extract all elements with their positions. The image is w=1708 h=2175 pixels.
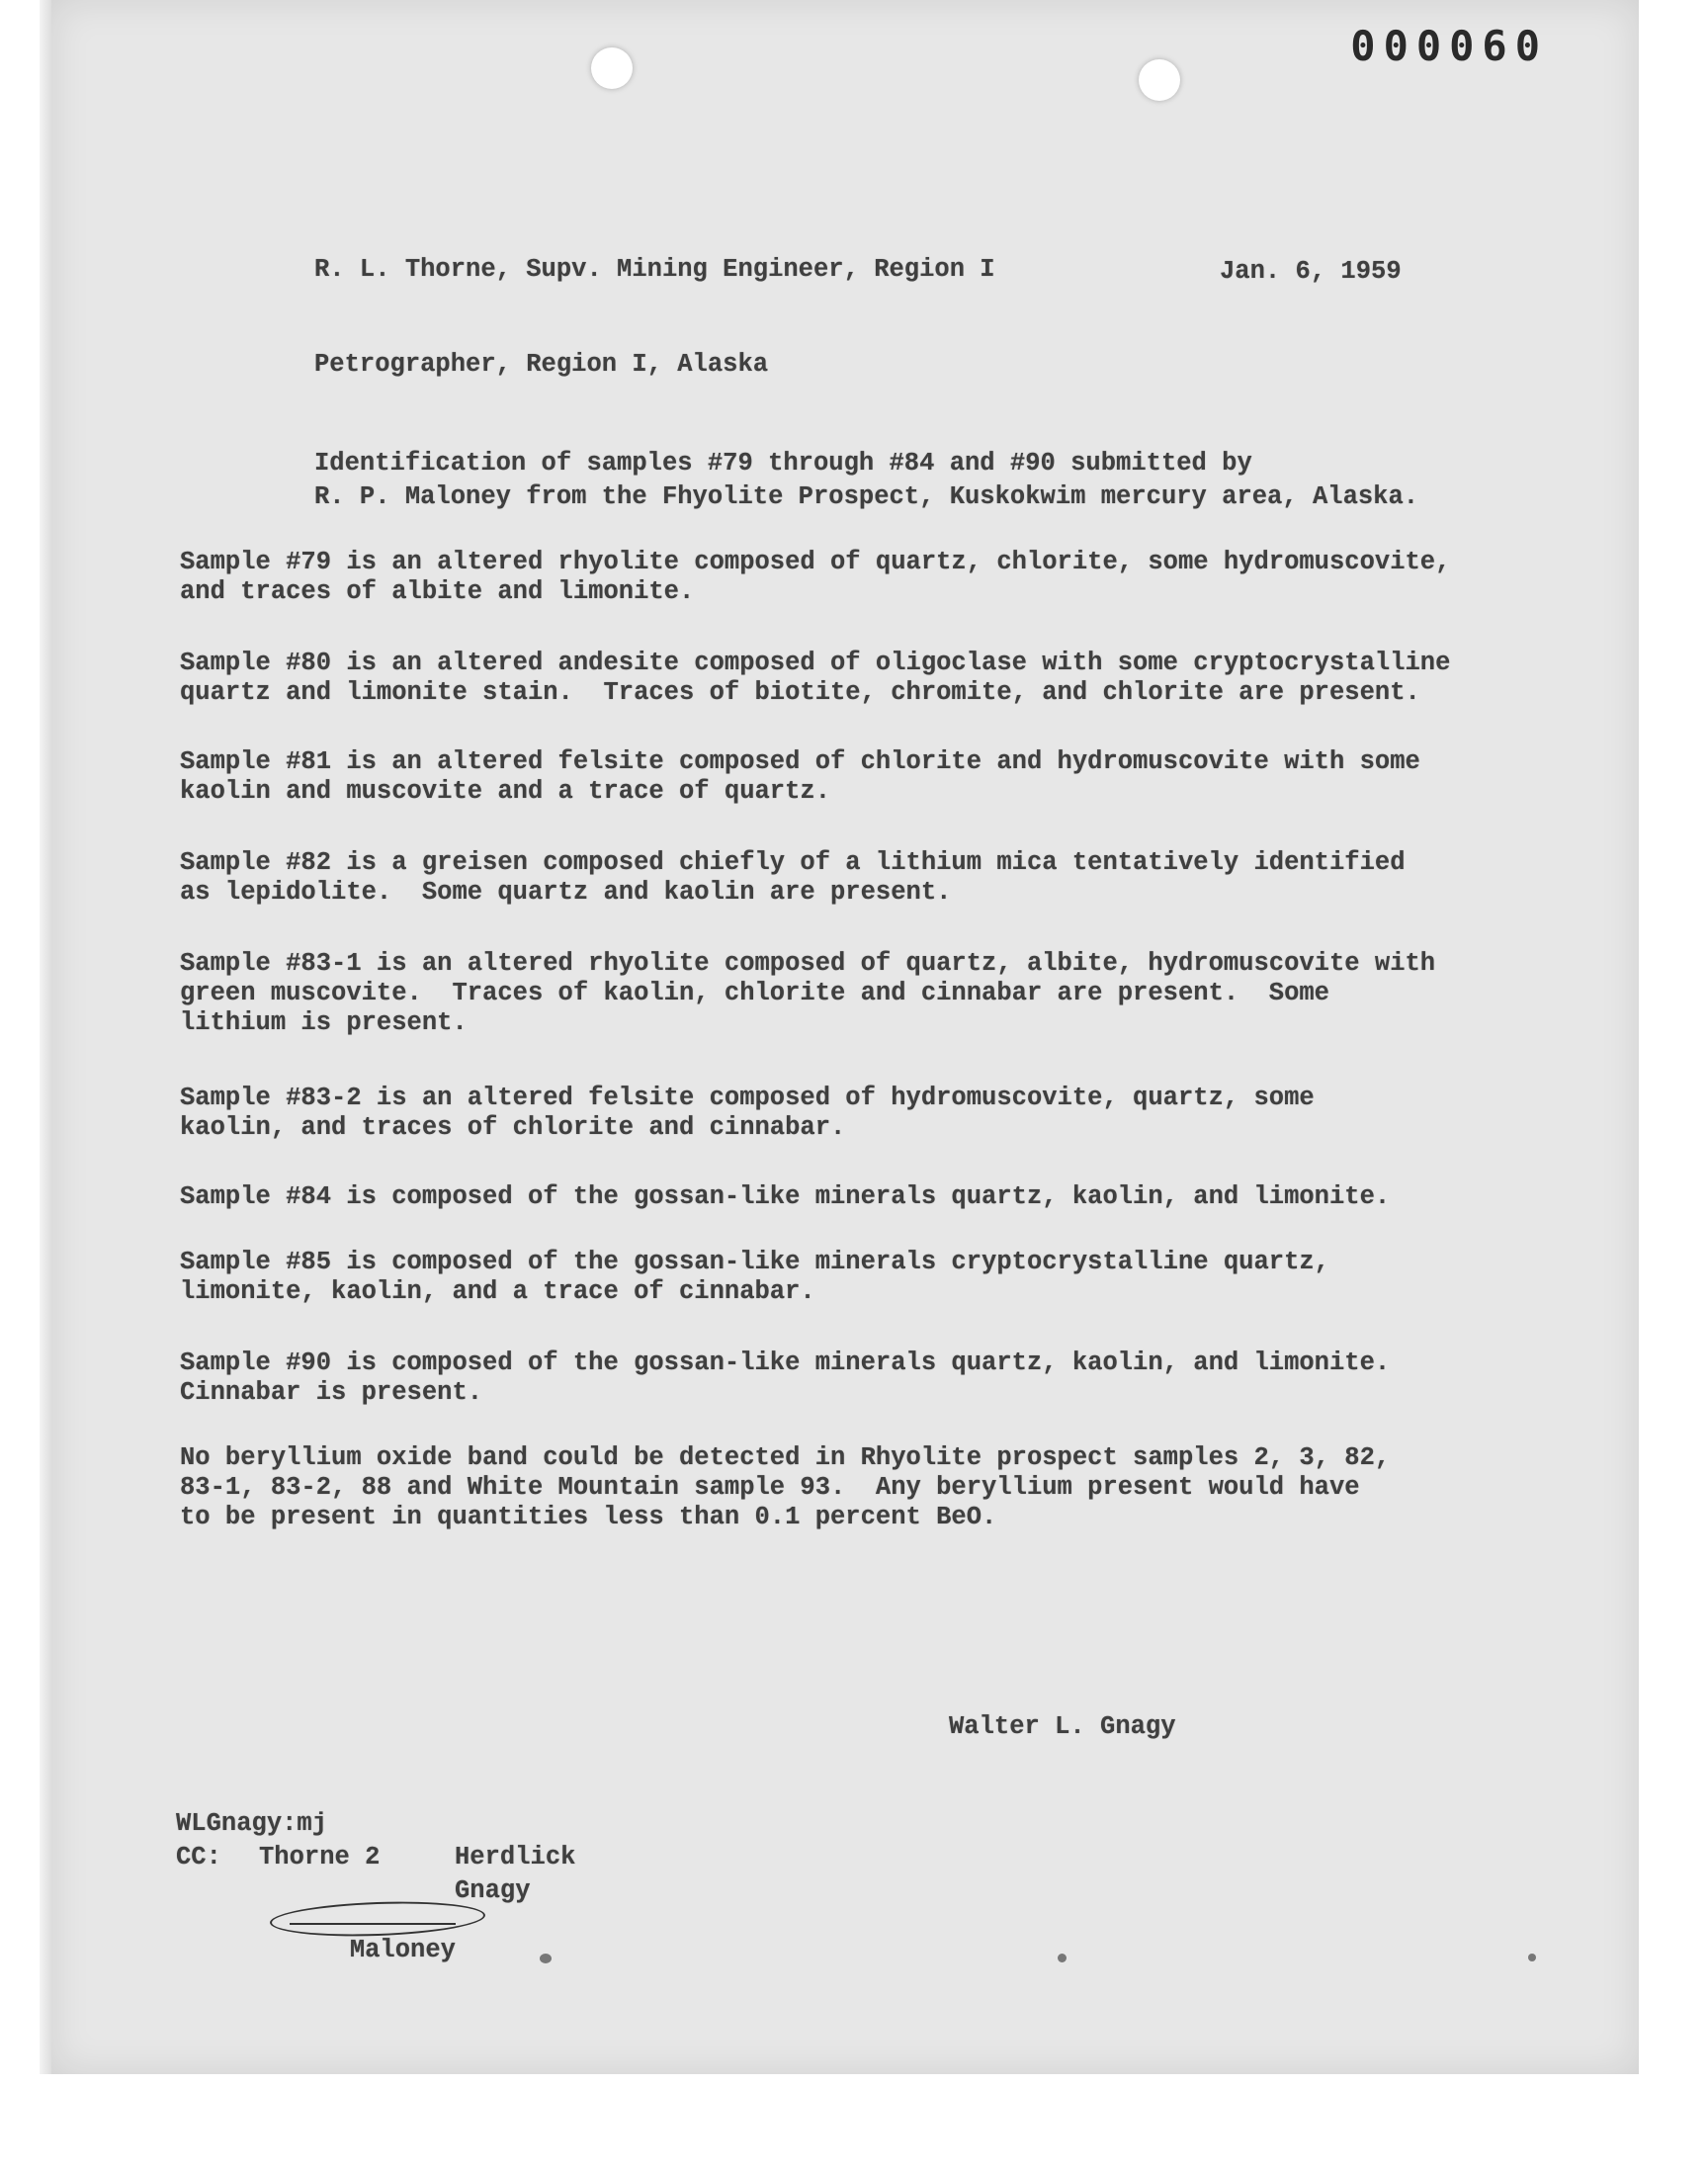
paragraph-line: quartz and limonite stain. Traces of biotite, chromite, and chlorite are present. bbox=[180, 678, 1420, 707]
subject-line-2: R. P. Maloney from the Fhyolite Prospect, Kuskokwim mercury area, Alaska. bbox=[314, 482, 1419, 511]
paragraph-line: Sample #83-2 is an altered felsite composed of hydromuscovite, quartz, some bbox=[180, 1084, 1315, 1112]
memo-paragraph bbox=[180, 1182, 1583, 1212]
paragraph-line: lithium is present. bbox=[180, 1008, 468, 1037]
memo-paragraph bbox=[180, 649, 1583, 708]
paragraph-line: No beryllium oxide band could be detected in Rhyolite prospect samples 2, 3, 82, bbox=[180, 1443, 1391, 1472]
paragraph-line: Sample #90 is composed of the gossan-like minerals quartz, kaolin, and limonite. bbox=[180, 1348, 1391, 1377]
paragraph-line: Sample #80 is an altered andesite composed of oligoclase with some cryptocrystalline bbox=[180, 649, 1451, 677]
paragraph-line: Sample #85 is composed of the gossan-like minerals cryptocrystalline quartz, bbox=[180, 1248, 1329, 1276]
punch-hole-right bbox=[1139, 59, 1180, 101]
paragraph-line: limonite, kaolin, and a trace of cinnabar. bbox=[180, 1277, 815, 1306]
typist-initials: WLGnagy:mj bbox=[176, 1809, 328, 1838]
hand-drawn-circle bbox=[269, 1898, 485, 1940]
cc-recipient-circled bbox=[259, 1876, 456, 2054]
cc-recipient: Herdlick bbox=[455, 1843, 576, 1871]
memo-date: Jan. 6, 1959 bbox=[1220, 257, 1402, 286]
cc-recipient: Thorne 2 bbox=[259, 1843, 381, 1871]
signature: Walter L. Gnagy bbox=[949, 1712, 1176, 1741]
memo-to: Petrographer, Region I, Alaska bbox=[314, 350, 769, 379]
memo-paragraph bbox=[180, 1348, 1583, 1408]
cc-label: CC: bbox=[176, 1843, 221, 1871]
paragraph-line: kaolin and muscovite and a trace of quartz. bbox=[180, 777, 831, 806]
paper-speck bbox=[540, 1954, 552, 1963]
paragraph-line: as lepidolite. Some quartz and kaolin are present. bbox=[180, 878, 952, 907]
paragraph-line: Sample #83-1 is an altered rhyolite composed of quartz, albite, hydromuscovite with bbox=[180, 949, 1436, 978]
memo-from: R. L. Thorne, Supv. Mining Engineer, Region I bbox=[314, 255, 995, 284]
cc-recipient: Gnagy bbox=[455, 1876, 531, 1905]
memo-paragraph bbox=[180, 1084, 1583, 1143]
paragraph-line: Cinnabar is present. bbox=[180, 1378, 483, 1407]
memo-paragraph bbox=[180, 1443, 1583, 1532]
paragraph-line: to be present in quantities less than 0.1 percent BeO. bbox=[180, 1503, 997, 1531]
memo-paragraph bbox=[180, 548, 1583, 607]
document-number: 000060 bbox=[1350, 22, 1548, 70]
paragraph-line: and traces of albite and limonite. bbox=[180, 577, 695, 606]
paragraph-line: 83-1, 83-2, 88 and White Mountain sample 93. Any beryllium present would have bbox=[180, 1473, 1360, 1502]
punch-hole-left bbox=[591, 47, 633, 89]
paper-speck bbox=[1528, 1954, 1536, 1961]
paper-speck bbox=[1058, 1954, 1067, 1962]
paragraph-line: Sample #81 is an altered felsite composed of chlorite and hydromuscovite with some bbox=[180, 747, 1420, 776]
paragraph-line: Sample #82 is a greisen composed chiefly of a lithium mica tentatively identified bbox=[180, 848, 1406, 877]
paragraph-line: Sample #84 is composed of the gossan-like minerals quartz, kaolin, and limonite. bbox=[180, 1182, 1391, 1211]
paragraph-line: Sample #79 is an altered rhyolite composed of quartz, chlorite, some hydromuscovite, bbox=[180, 548, 1451, 576]
memo-paragraph bbox=[180, 949, 1583, 1038]
cc-recipient: Maloney bbox=[349, 1936, 456, 1964]
paragraph-line: green muscovite. Traces of kaolin, chlorite and cinnabar are present. Some bbox=[180, 979, 1329, 1007]
memo-paragraph bbox=[180, 747, 1583, 807]
memo-paragraph bbox=[180, 848, 1583, 908]
subject-line-1: Identification of samples #79 through #84 and #90 submitted by bbox=[314, 449, 1252, 478]
paragraph-line: kaolin, and traces of chlorite and cinnabar. bbox=[180, 1113, 846, 1142]
memo-paragraph bbox=[180, 1248, 1583, 1307]
